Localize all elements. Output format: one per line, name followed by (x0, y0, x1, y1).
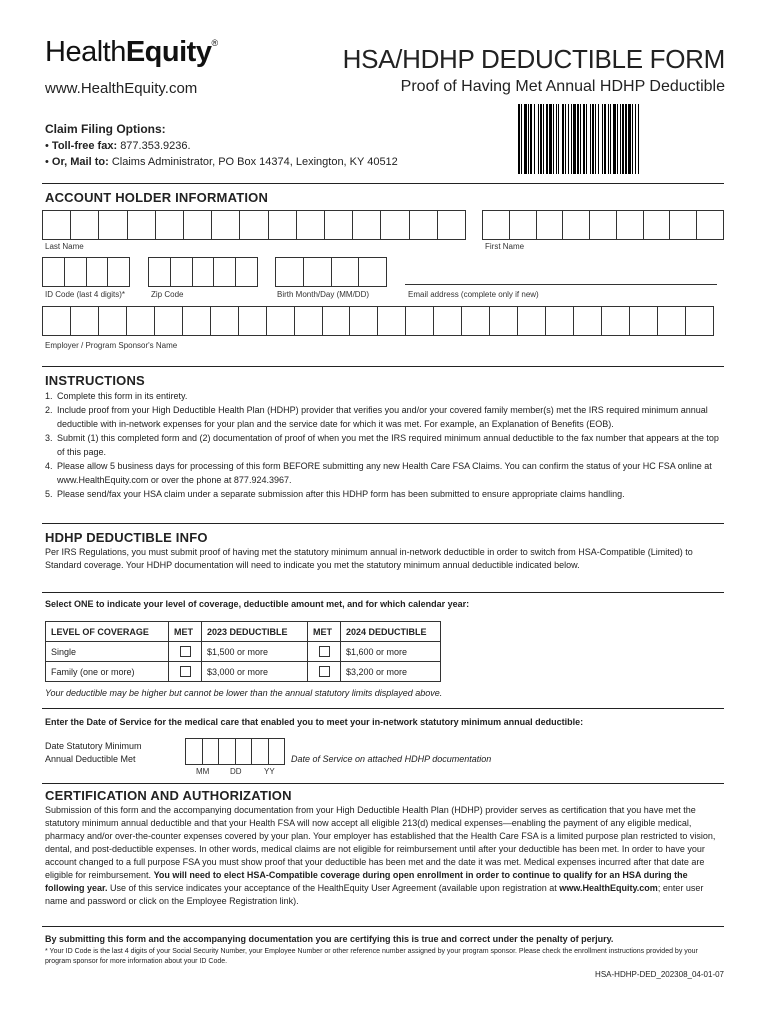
level-single: Single (46, 642, 169, 662)
certification-paragraph (45, 804, 725, 908)
char-box[interactable] (276, 258, 304, 286)
form-title: HSA/HDHP DEDUCTIBLE FORM (342, 44, 725, 74)
char-box[interactable] (71, 211, 99, 239)
last-name-label: Last Name (45, 242, 84, 251)
char-box[interactable] (127, 307, 155, 335)
char-box[interactable] (406, 307, 434, 335)
char-box[interactable] (212, 211, 240, 239)
cert-site-link[interactable]: www.HealthEquity.com (559, 883, 658, 893)
form-subtitle: Proof of Having Met Annual HDHP Deductible (400, 78, 725, 95)
char-box[interactable] (602, 307, 630, 335)
char-box[interactable] (697, 211, 723, 239)
char-box[interactable] (171, 258, 193, 286)
id-code-field[interactable] (42, 257, 130, 287)
char-box[interactable] (332, 258, 360, 286)
instruction-text: Please send/fax your HSA claim under a separate submission after this HDHP form has been submitted to ensure appropriate claims handling. (57, 489, 625, 499)
char-box[interactable] (214, 258, 236, 286)
char-box[interactable] (149, 258, 171, 286)
mm-label: MM (196, 767, 210, 776)
char-box[interactable] (43, 307, 71, 335)
char-box[interactable] (211, 307, 239, 335)
form-code: HSA-HDHP-DED_202308_04-01-07 (595, 970, 724, 979)
header-2023: 2023 DEDUCTIBLE (202, 622, 308, 642)
hdhp-heading: HDHP DEDUCTIBLE INFO (45, 530, 208, 545)
met-cell (169, 662, 202, 682)
coverage-table (45, 621, 441, 682)
claim-options-title: Claim Filing Options: (45, 122, 166, 136)
date-label-line1: Date Statutory Minimum (45, 741, 142, 751)
id-code-label: ID Code (last 4 digits)* (45, 290, 126, 299)
section-rule (42, 708, 724, 709)
char-box[interactable] (462, 307, 490, 335)
family-2024-amount: $3,200 or more (341, 662, 441, 682)
mail-address: Claims Administrator, PO Box 14374, Lexington, KY 40512 (111, 156, 398, 168)
single-2023-amount: $1,500 or more (202, 642, 308, 662)
header-met-2023: MET (169, 622, 202, 642)
met-cell (169, 642, 202, 662)
instruction-item (45, 403, 725, 431)
char-box[interactable] (252, 739, 269, 764)
char-box[interactable] (410, 211, 438, 239)
instruction-text: Include proof from your High Deductible Health Plan (HDHP) provider that verifies you and/or your covered family member(s) met the IRS required minimum annual deductible with in-network expenses for your plan and the service date for which it was met. For example, an Explanation of Benefits (EOB). (57, 405, 708, 429)
instruction-number: 4. (45, 461, 53, 471)
char-box[interactable] (203, 739, 220, 764)
employer-label: Employer / Program Sponsor's Name (45, 341, 178, 350)
char-box[interactable] (71, 307, 99, 335)
healthequity-logo (45, 36, 218, 69)
instruction-number: 3. (45, 433, 53, 443)
birth-date-label: Birth Month/Day (MM/DD) (277, 290, 370, 299)
bullet: • (45, 140, 49, 152)
char-box[interactable] (350, 307, 378, 335)
char-box[interactable] (108, 258, 129, 286)
char-box[interactable] (686, 307, 713, 335)
char-box[interactable] (269, 211, 297, 239)
account-holder-heading: ACCOUNT HOLDER INFORMATION (45, 190, 269, 205)
family-2023-amount: $3,000 or more (202, 662, 308, 682)
char-box[interactable] (184, 211, 212, 239)
dd-label: DD (230, 767, 242, 776)
char-box[interactable] (87, 258, 109, 286)
char-box[interactable] (658, 307, 686, 335)
single-2023-checkbox[interactable] (180, 646, 191, 657)
instruction-item (45, 431, 725, 459)
char-box[interactable] (546, 307, 574, 335)
char-box[interactable] (295, 307, 323, 335)
char-box[interactable] (574, 307, 602, 335)
instruction-item (45, 459, 725, 487)
fax-label: Toll-free fax: (51, 140, 118, 152)
cert-tail: Use of this service indicates your acceptance of the HealthEquity User Agreement (available upon registration at (110, 883, 557, 893)
cert-bold: You will need to elect HSA-Compatible coverage during open enrollment in order to continue to qualify for an HSA during the following year. (45, 870, 688, 893)
char-box[interactable] (236, 739, 253, 764)
char-box[interactable] (670, 211, 697, 239)
char-box[interactable] (155, 307, 183, 335)
birth-date-field[interactable] (275, 257, 387, 287)
family-2023-checkbox[interactable] (180, 666, 191, 677)
char-box[interactable] (563, 211, 590, 239)
char-box[interactable] (537, 211, 564, 239)
bullet: • (45, 156, 49, 168)
employer-field[interactable] (42, 306, 714, 336)
char-box[interactable] (236, 258, 257, 286)
deductible-note: Your deductible may be higher but cannot be lower than the annual statutory limits displayed above. (45, 688, 443, 698)
char-box[interactable] (304, 258, 332, 286)
char-box[interactable] (128, 211, 156, 239)
char-box[interactable] (193, 258, 215, 286)
level-family: Family (one or more) (46, 662, 169, 682)
char-box[interactable] (43, 258, 65, 286)
char-box[interactable] (99, 307, 127, 335)
char-box[interactable] (617, 211, 644, 239)
first-name-field[interactable] (482, 210, 724, 240)
instruction-item (45, 389, 725, 403)
char-box[interactable] (510, 211, 537, 239)
char-box[interactable] (297, 211, 325, 239)
char-box[interactable] (156, 211, 184, 239)
section-rule (42, 183, 724, 184)
char-box[interactable] (219, 739, 236, 764)
section-rule (42, 523, 724, 524)
char-box[interactable] (186, 739, 203, 764)
char-box[interactable] (239, 307, 267, 335)
email-label: Email address (complete only if new) (408, 290, 539, 299)
char-box[interactable] (353, 211, 381, 239)
char-box[interactable] (269, 739, 285, 764)
char-box[interactable] (490, 307, 518, 335)
char-box[interactable] (99, 211, 127, 239)
char-box[interactable] (590, 211, 617, 239)
website-link[interactable]: www.HealthEquity.com (45, 80, 198, 97)
logo-mark: ® (211, 38, 218, 48)
section-rule (42, 592, 724, 593)
email-field[interactable] (405, 284, 717, 285)
cert-end: ; enter user name and password or click on the Employee Registration link). (45, 883, 704, 906)
table-row (46, 642, 441, 662)
table-row (46, 662, 441, 682)
char-box[interactable] (381, 211, 409, 239)
cert-main: Submission of this form and the accompanying documentation from your High Deductible Health Plan (HDHP) provider serves as certification that you have met the statutory minimum annual deductible and that your Health FSA will now accept all eligible 213(d) medical expenses—enabling the payment of any eligible medical, pharmacy and/or over-the-counter expenses covered by your plan. Your employer has established that the Health Care FSA is a limited purpose plan restricted to vision, dental, and post-deductible expenses. In other words, medical claims are not eligible for reimbursement until after your deductible has been met. In order to have your account changed to a full purpose FSA you must show proof that your deductible has been met and the date it was met. Medical expenses incurred after that date are eligible for reimbursement. (45, 805, 716, 880)
char-box[interactable] (630, 307, 658, 335)
perjury-statement: By submitting this form and the accompanying documentation you are certifying this is true and correct under the penalty of perjury. (45, 934, 614, 944)
barcode (518, 104, 724, 174)
date-met-label (45, 740, 142, 766)
instruction-number: 1. (45, 391, 53, 401)
char-box[interactable] (483, 211, 510, 239)
instructions-list (45, 389, 725, 501)
fax-line (45, 140, 191, 152)
char-box[interactable] (43, 211, 71, 239)
header-level: LEVEL OF COVERAGE (46, 622, 169, 642)
char-box[interactable] (183, 307, 211, 335)
char-box[interactable] (240, 211, 268, 239)
char-box[interactable] (434, 307, 462, 335)
first-name-label: First Name (485, 242, 525, 251)
met-cell (308, 642, 341, 662)
family-2024-checkbox[interactable] (319, 666, 330, 677)
logo-regular: Health (45, 36, 126, 68)
date-note: Date of Service on attached HDHP documentation (291, 754, 492, 764)
instruction-number: 5. (45, 489, 53, 499)
date-of-service-field[interactable] (185, 738, 285, 765)
last-name-field[interactable] (42, 210, 466, 240)
char-box[interactable] (359, 258, 386, 286)
char-box[interactable] (267, 307, 295, 335)
char-box[interactable] (323, 307, 351, 335)
table-header-row (46, 622, 441, 642)
coverage-select-prompt: Select ONE to indicate your level of coverage, deductible amount met, and for which calendar year: (45, 599, 470, 609)
instruction-number: 2. (45, 405, 53, 415)
yy-label: YY (264, 767, 275, 776)
instruction-text: Complete this form in its entirety. (57, 391, 188, 401)
single-2024-checkbox[interactable] (319, 646, 330, 657)
id-code-footnote: * Your ID Code is the last 4 digits of your Social Security Number, your Employee Number or other reference number assigned by your program sponsor. Please check the enrollment instructions provided by your program sponsor for more information about your ID Code. (45, 948, 698, 965)
section-rule (42, 783, 724, 784)
char-box[interactable] (518, 307, 546, 335)
header-met-2024: MET (308, 622, 341, 642)
section-rule (42, 926, 724, 927)
char-box[interactable] (378, 307, 406, 335)
logo-bold: Equity (125, 36, 212, 68)
instructions-heading: INSTRUCTIONS (45, 373, 145, 388)
single-2024-amount: $1,600 or more (341, 642, 441, 662)
char-box[interactable] (325, 211, 353, 239)
date-prompt: Enter the Date of Service for the medical care that enabled you to meet your in-network statutory minimum annual deductible: (45, 717, 584, 727)
date-label-line2: Annual Deductible Met (45, 754, 136, 764)
header-2024: 2024 DEDUCTIBLE (341, 622, 441, 642)
zip-code-label: Zip Code (151, 290, 184, 299)
mail-line (45, 156, 398, 168)
char-box[interactable] (65, 258, 87, 286)
fax-number: 877.353.9236. (120, 140, 191, 152)
instruction-text: Submit (1) this completed form and (2) documentation of proof of when you met the IRS required minimum annual deductible to the fax number that appears at the top of this page. (57, 433, 719, 457)
zip-code-field[interactable] (148, 257, 258, 287)
char-box[interactable] (644, 211, 671, 239)
section-rule (42, 366, 724, 367)
hdhp-paragraph: Per IRS Regulations, you must submit proof of having met the statutory minimum annual in-network deductible in order to switch from HSA-Compatible (Limited) to Standard coverage. Your HDHP documentation will need to indicate you met the statutory minimum annual deductible indicated below. (45, 547, 693, 570)
instruction-item (45, 487, 725, 501)
instruction-text: Please allow 5 business days for processing of this form BEFORE submitting any new Health Care FSA Claims. You can confirm the status of your HC FSA online at www.HealthEquity.com or over the phone at 877.924.3967. (57, 461, 712, 485)
certification-heading: CERTIFICATION AND AUTHORIZATION (45, 788, 292, 803)
mail-label: Or, Mail to: (51, 156, 109, 168)
char-box[interactable] (438, 211, 465, 239)
met-cell (308, 662, 341, 682)
